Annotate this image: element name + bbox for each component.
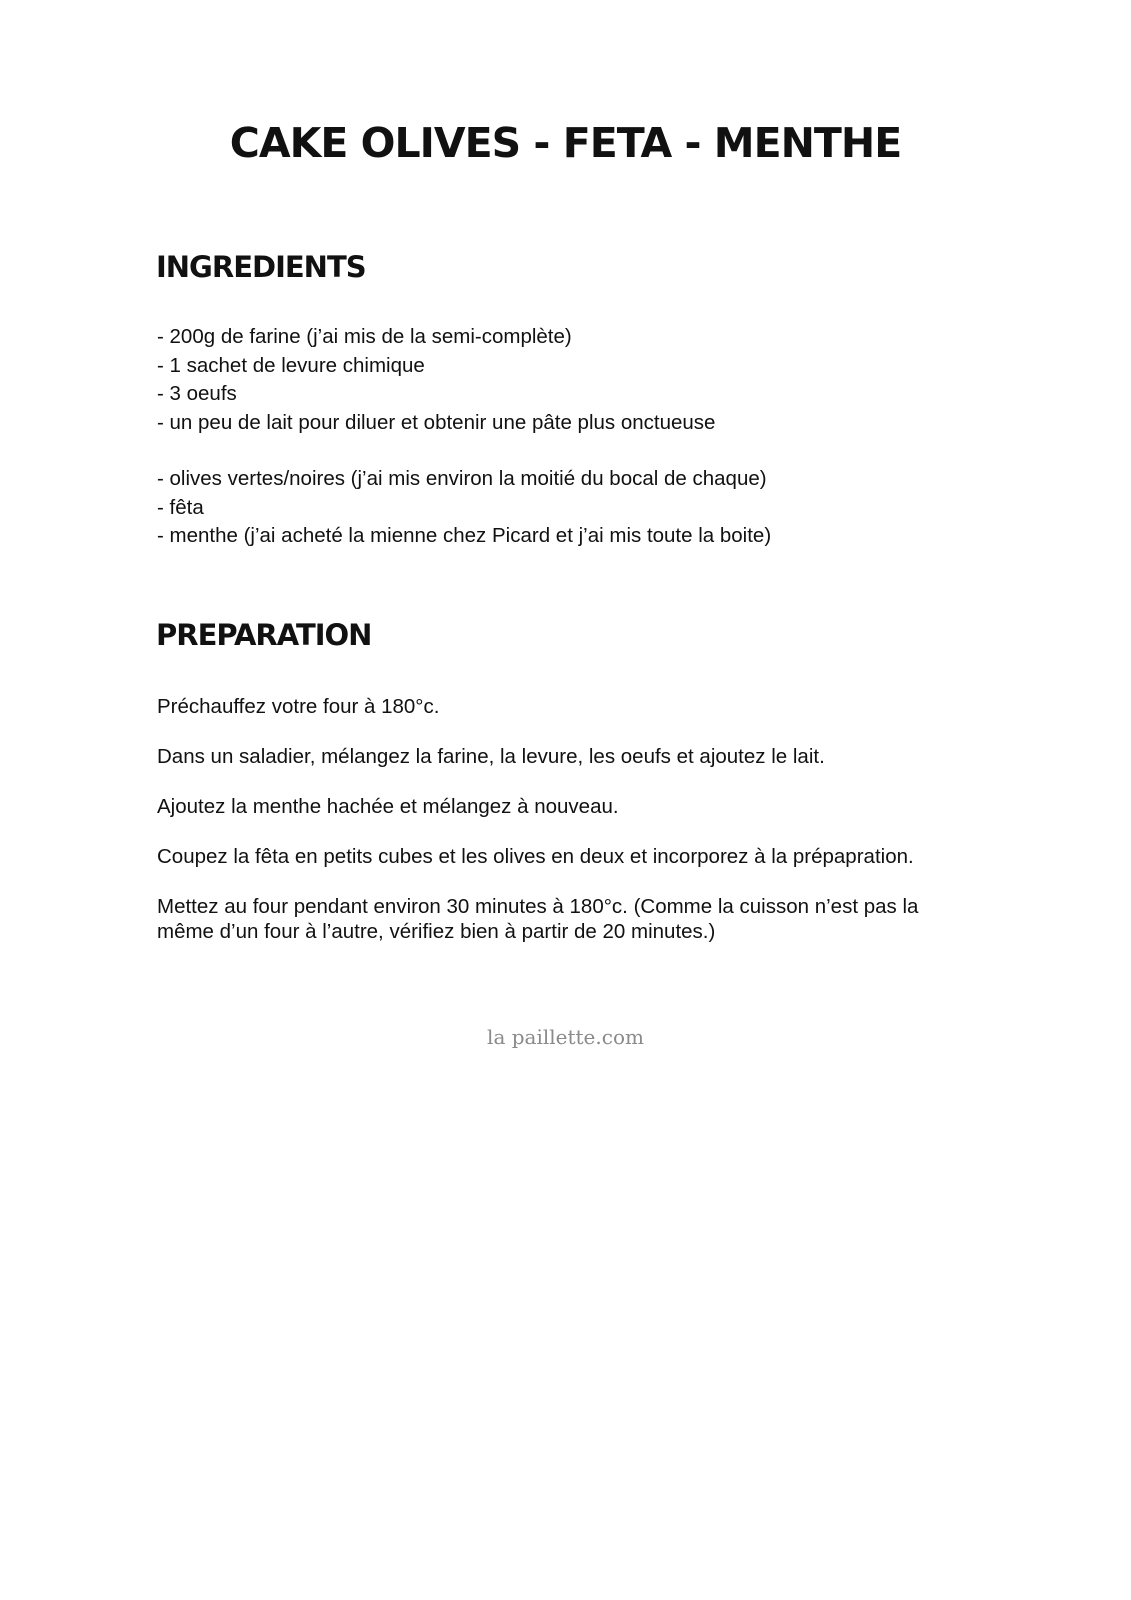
- ingredient-item: - olives vertes/noires (j’ai mis environ la moitié du bocal de chaque): [157, 467, 767, 490]
- ingredient-item: - menthe (j’ai acheté la mienne chez Picard et j’ai mis toute la boite): [157, 524, 772, 548]
- ingredients-list-base: [157, 323, 715, 437]
- preparation-step: Mettez au four pendant environ 30 minutes à 180°c. (Comme la cuisson n’est pas la même d’un four à l’autre, vérifiez bien à partir de 20 minutes.): [157, 895, 919, 943]
- ingredient-item: - fêta: [157, 495, 204, 519]
- ingredient-item: - 1 sachet de levure chimique: [157, 353, 425, 377]
- ingredient-item: - un peu de lait pour diluer et obtenir une pâte plus onctueuse: [157, 410, 716, 434]
- ingredients-heading: INGREDIENTS: [156, 250, 366, 284]
- ingredient-item: - 3 oeufs: [157, 382, 237, 406]
- preparation-step: Coupez la fêta en petits cubes et les olives en deux et incorporez à la prépapration.: [157, 845, 914, 868]
- preparation-heading: PREPARATION: [156, 618, 372, 652]
- ingredient-item: - 200g de farine (j’ai mis de la semi-complète): [157, 325, 572, 348]
- preparation-step: Préchauffez votre four à 180°c.: [157, 695, 440, 718]
- preparation-step: Ajoutez la menthe hachée et mélangez à nouveau.: [157, 795, 619, 818]
- preparation-step: Dans un saladier, mélangez la farine, la levure, les oeufs et ajoutez le lait.: [157, 745, 825, 768]
- site-footer: la paillette.com: [487, 1025, 644, 1049]
- ingredients-list-garnish: [157, 465, 771, 551]
- page-title: CAKE OLIVES - FETA - MENTHE: [229, 119, 902, 167]
